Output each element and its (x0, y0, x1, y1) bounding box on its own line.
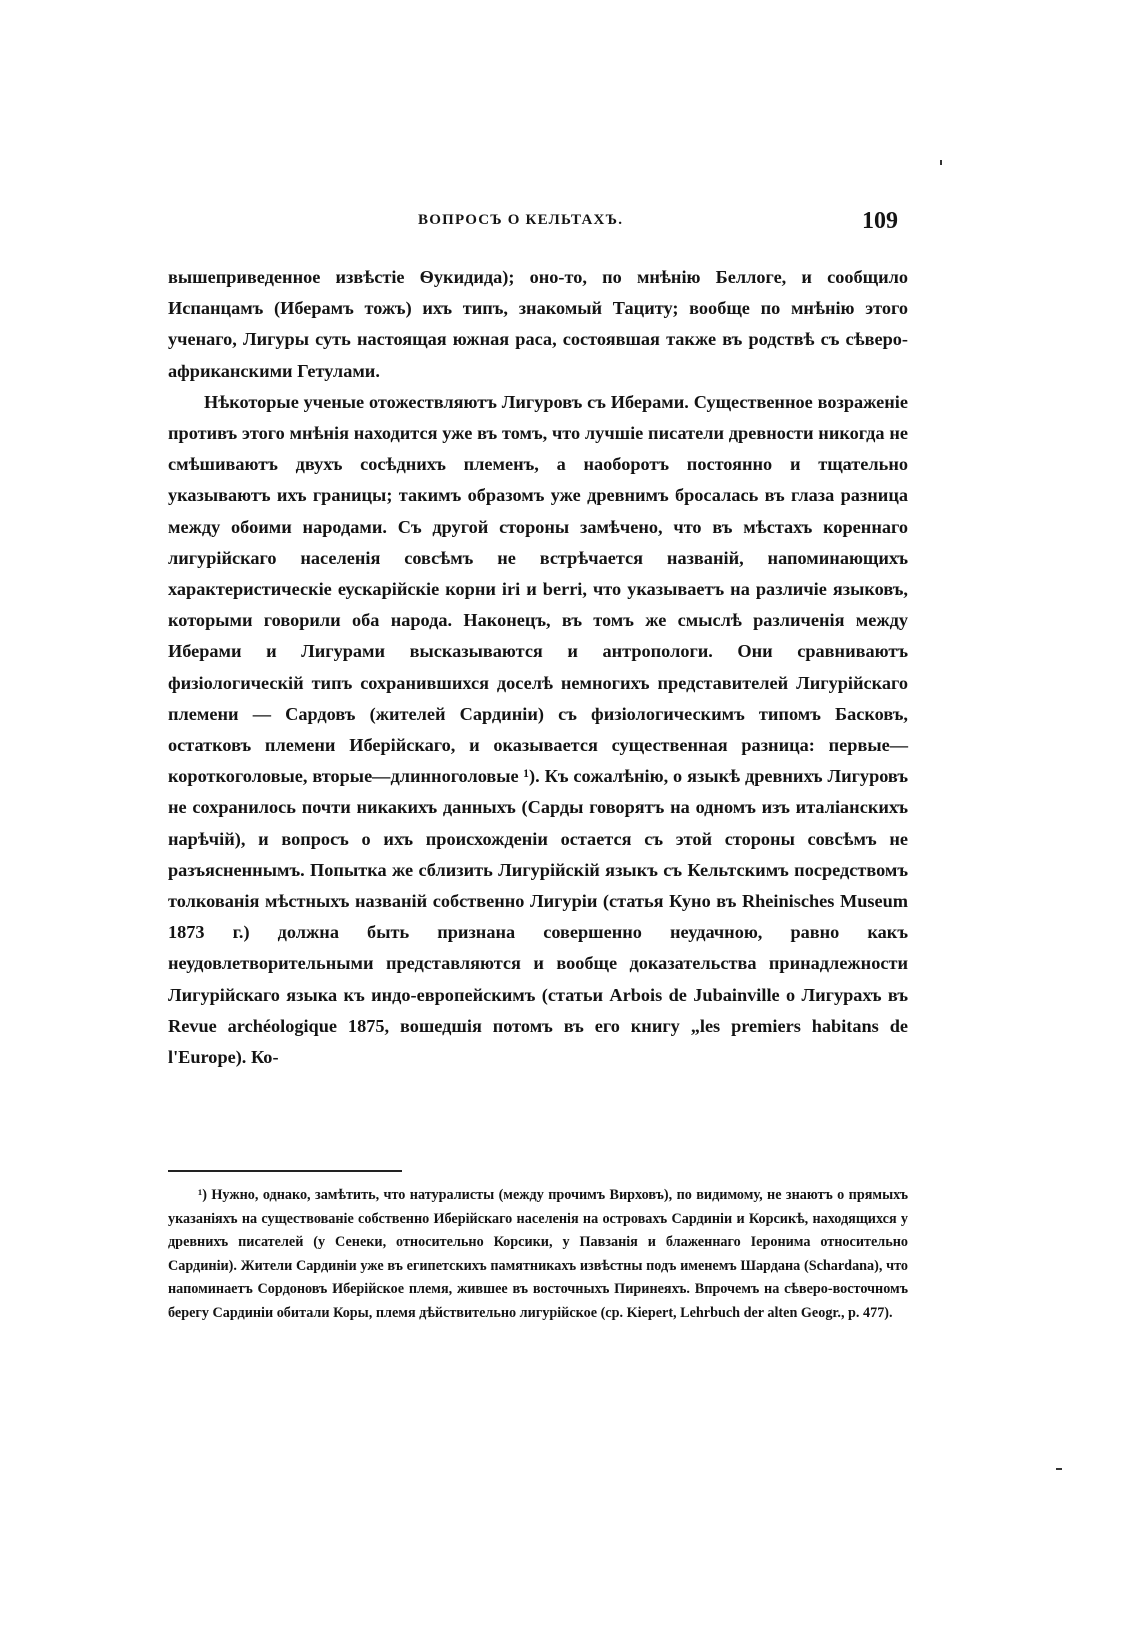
main-text (168, 262, 908, 1073)
footnote-1: ¹) Нужно, однако, замѣтить, что натуралисты (между прочимъ Вирховъ), по видимому, не знаютъ о прямыхъ указаніяхъ на существованіе собственно Иберійскаго населенія на островахъ Сардиніи и Корсикѣ, находящихся у древнихъ писателей (у Сенеки, относительно Корсики, у Павзанія и блаженнаго Іеронима относительно Сардиніи). Жители Сардиніи уже въ египетскихъ памятникахъ извѣстны подъ именемъ Шардана (Schardana), что напоминаетъ Сордоновъ Иберійское племя, жившее въ восточныхъ Пиринеяхъ. Впрочемъ на сѣверо-восточномъ берегу Сардиніи обитали Коры, племя дѣйствительно лигурійское (ср. Kiepert, Lehrbuch der alten Geogr., p. 477). (168, 1187, 908, 1321)
page-number: 109 (862, 208, 898, 234)
page-header (168, 208, 908, 244)
scan-speck (1056, 1468, 1062, 1470)
footnote-separator (168, 1170, 402, 1172)
paragraph-2: Нѣкоторые ученые отожествляютъ Лигуровъ съ Иберами. Существенное возраженіе противъ этого мнѣнія находится уже въ томъ, что лучшіе писатели древности никогда не смѣшиваютъ двухъ сосѣднихъ племенъ, а наоборотъ постоянно и тщательно указываютъ ихъ границы; такимъ образомъ уже древнимъ бросалась въ глаза разница между обоими народами. Съ другой стороны замѣчено, что въ мѣстахъ кореннаго лигурійскаго населенія совсѣмъ не встрѣчается названій, напоминающихъ характеристическіе еускарійскіе корни iri и berri, что указываетъ на различіе языковъ, которыми говорили оба народа. Наконецъ, въ томъ же смыслѣ различенія между Иберами и Лигурами высказываются и антропологи. Они сравниваютъ физіологическій типъ сохранившихся доселѣ немногихъ представителей Лигурійскаго племени — Сардовъ (жителей Сардиніи) съ физіологическимъ типомъ Басковъ, остатковъ племени Иберійскаго, и оказывается существенная разница: первые—короткоголовые, вторые—длинноголовые ¹). Къ сожалѣнію, о языкѣ древнихъ Лигуровъ не сохранилось почти никакихъ данныхъ (Сарды говорятъ на одномъ изъ италіанскихъ нарѣчій), и вопросъ о ихъ происхожденіи остается съ этой стороны совсѣмъ не разъясненнымъ. Попытка же сблизить Лигурійскій языкъ съ Кельтскимъ посредствомъ толкованія мѣстныхъ названій собственно Лигуріи (статья Куно въ Rheinisches Museum 1873 г.) должна быть признана совершенно неудачною, равно какъ неудовлетворительными представляются и вообще доказательства принадлежности Лигурійскаго языка къ индо-европейскимъ (статьи Arbois de Jubainville о Лигурахъ въ Revue archéologique 1875, вошедшія потомъ въ его книгу „les premiers habitans de l'Europe). Ко- (168, 391, 908, 1068)
paragraph-1: вышеприведенное извѣстіе Ѳукидида); оно-то, по мнѣнію Беллоге, и сообщило Испанцамъ (Иберамъ тожъ) ихъ типъ, знакомый Тациту; вообще по мнѣнію этого ученаго, Лигуры суть настоящая южная раса, состоявшая также въ родствѣ съ сѣверо-африканскими Гетулами. (168, 267, 908, 381)
footnote (168, 1184, 908, 1326)
running-title: ВОПРОСЪ О КЕЛЬТАХЪ. (418, 212, 624, 228)
scan-speck (940, 160, 942, 165)
